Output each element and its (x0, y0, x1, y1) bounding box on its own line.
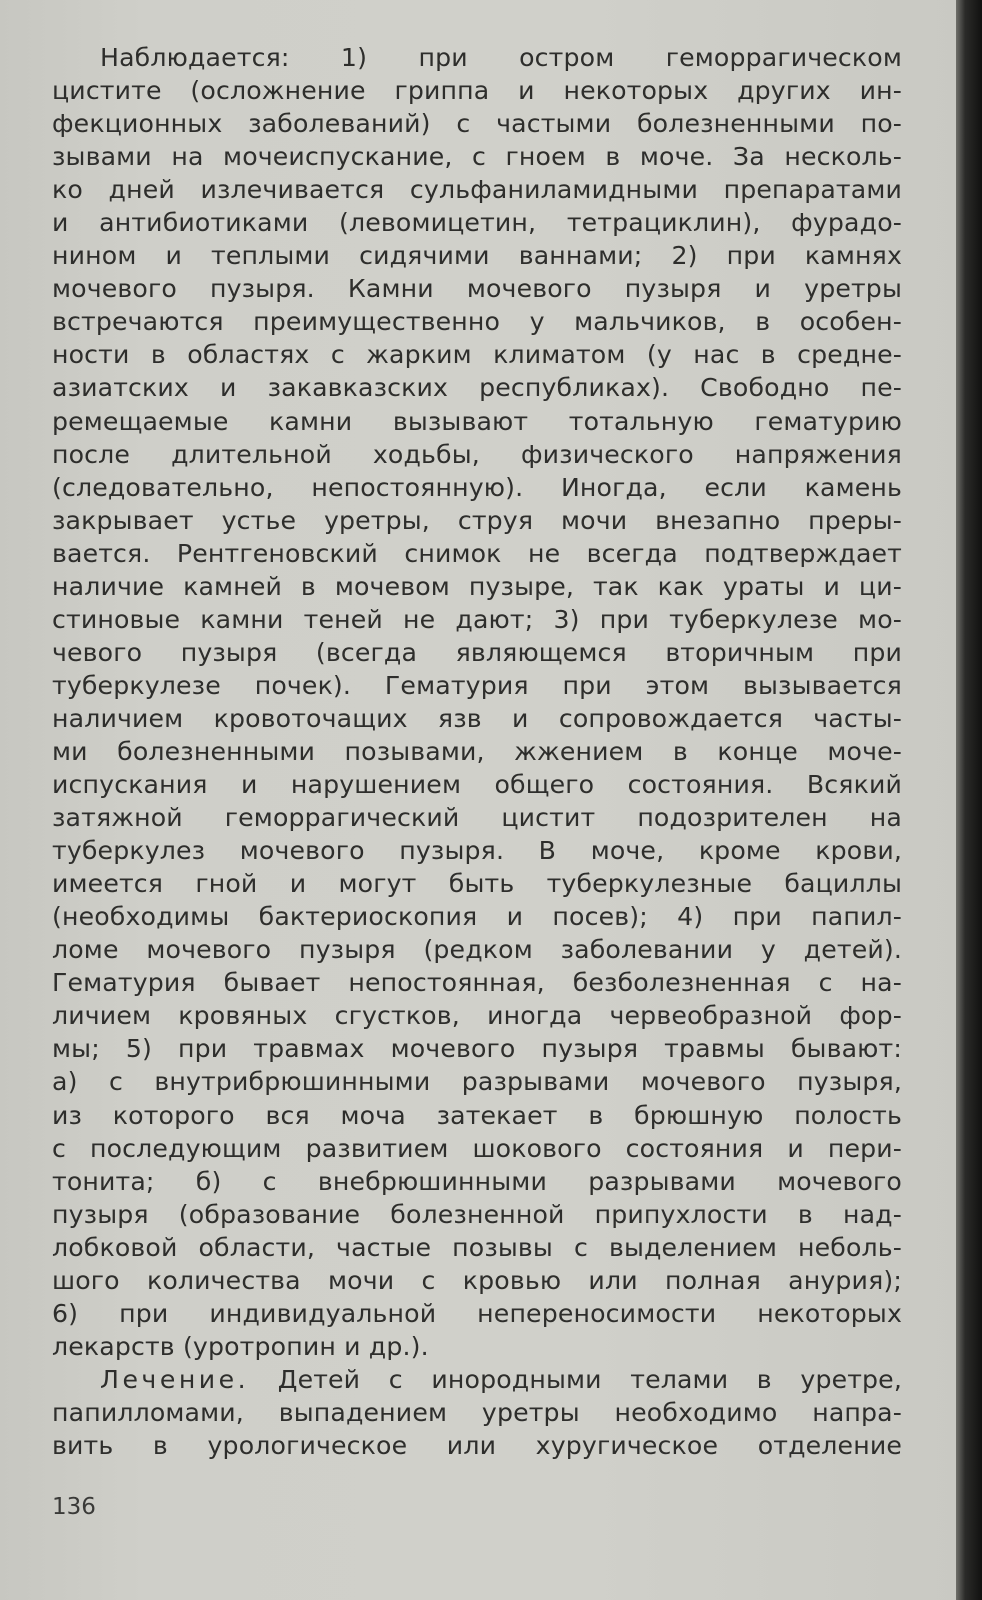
text-line: личием кровяных сгустков, иногда червеобразной фор- (52, 1001, 902, 1031)
treatment-heading: Лечение. (100, 1364, 250, 1394)
text-line: а) с внутрибрюшинными разрывами мочевого пузыря, (52, 1067, 902, 1097)
text-line: после длительной ходьбы, физического напряжения (52, 439, 902, 469)
text-line: фекционных заболеваний) с частыми болезненными по- (52, 109, 902, 139)
text-line: лобковой области, частые позывы с выделением неболь- (52, 1232, 902, 1262)
paragraph-2 (52, 1363, 902, 1462)
text-line: затяжной геморрагический цистит подозрителен на (52, 803, 902, 833)
text-line: папилломами, выпадением уретры необходимо напра- (52, 1397, 902, 1427)
text-line: вается. Рентгеновский снимок не всегда подтверждает (52, 538, 902, 568)
text-line: из которого вся моча затекает в брюшную полость (52, 1100, 902, 1130)
text-line: чевого пузыря (всегда являющемся вторичным при (52, 637, 902, 667)
text-line: туберкулез мочевого пузыря. В моче, кроме крови, (52, 836, 902, 866)
text-line: (следовательно, непостоянную). Иногда, если камень (52, 472, 902, 502)
text-line: закрывает устье уретры, струя мочи внезапно преры- (52, 505, 902, 535)
text-line: нином и теплыми сидячими ваннами; 2) при камнях (52, 241, 902, 271)
text-line: цистите (осложнение гриппа и некоторых других ин- (52, 76, 902, 106)
text-line: имеется гной и могут быть туберкулезные бациллы (52, 869, 902, 899)
text-line: наличием кровоточащих язв и сопровождается часты- (52, 703, 902, 733)
text-line: ремещаемые камни вызывают тотальную гематурию (52, 406, 902, 436)
text-line: ломе мочевого пузыря (редком заболевании у детей). (52, 935, 902, 965)
body-text (52, 41, 902, 1462)
text-line: туберкулезе почек). Гематурия при этом вызывается (52, 670, 902, 700)
text-line: вить в урологическое или хуругическое отделение (52, 1430, 902, 1460)
text-line: (необходимы бактериоскопия и посев); 4) при папил- (52, 902, 902, 932)
text-line: азиатских и закавказских республиках). Свободно пе- (52, 373, 902, 403)
text-line: 6) при индивидуальной непереносимости некоторых (52, 1298, 902, 1328)
text-line: ности в областях с жарким климатом (у нас в средне- (52, 340, 902, 370)
text-line: встречаются преимущественно у мальчиков, в особен- (52, 307, 902, 337)
book-spine-shadow (956, 0, 982, 1600)
text-line: зывами на мочеиспускание, с гноем в моче. За несколь- (52, 142, 902, 172)
text-line: мочевого пузыря. Камни мочевого пузыря и уретры (52, 274, 902, 304)
text-line: тонита; б) с внебрюшинными разрывами мочевого (52, 1166, 902, 1196)
text-line: мы; 5) при травмах мочевого пузыря травмы бывают: (52, 1034, 902, 1064)
text-line (52, 1363, 902, 1396)
text-fragment: Детей с инородными телами в уретре, (249, 1364, 902, 1394)
text-line: ко дней излечивается сульфаниламидными препаратами (52, 175, 902, 205)
text-line: шого количества мочи с кровью или полная анурия); (52, 1265, 902, 1295)
page-number: 136 (52, 1494, 96, 1520)
text-line: ми болезненными позывами, жжением в конце моче- (52, 736, 902, 766)
text-line: пузыря (образование болезненной припухлости в над- (52, 1199, 902, 1229)
text-line: стиновые камни теней не дают; 3) при туберкулезе мо- (52, 604, 902, 634)
text-line: с последующим развитием шокового состояния и пери- (52, 1133, 902, 1163)
text-line: и антибиотиками (левомицетин, тетрациклин), фурадо- (52, 208, 902, 238)
text-line: испускания и нарушением общего состояния. Всякий (52, 770, 902, 800)
text-line: наличие камней в мочевом пузыре, так как ураты и ци- (52, 571, 902, 601)
paragraph-1 (52, 41, 902, 1363)
text-line: Гематурия бывает непостоянная, безболезненная с на- (52, 968, 902, 998)
text-line: лекарств (уротропин и др.). (52, 1331, 429, 1361)
text-line: Наблюдается: 1) при остром геморрагическом (100, 43, 902, 72)
